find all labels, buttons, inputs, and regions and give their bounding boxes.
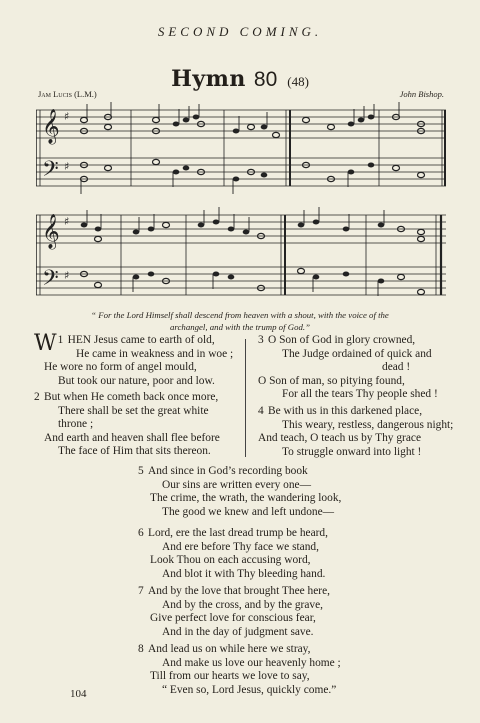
svg-text:𝄢: 𝄢	[42, 266, 59, 296]
verse-line: O Son of man, so pitying found,	[258, 374, 405, 387]
verse-line: Till from our hearts we love to say,	[150, 670, 310, 683]
verse-line: And since in God’s recording book	[148, 465, 308, 477]
verse-number: 8	[138, 643, 144, 655]
svg-text:♯: ♯	[64, 269, 70, 282]
verse-line: For all the tears Thy people shed !	[282, 388, 438, 401]
composer-name: John Bishop.	[399, 89, 444, 99]
verse-line: There shall be set the great white	[58, 404, 209, 417]
verse-number: 3	[258, 334, 264, 346]
verse-line: And by the cross, and by the grave,	[162, 598, 324, 611]
verse-line: Be with us in this darkened place,	[268, 405, 423, 417]
verse-3	[258, 334, 458, 402]
svg-text:♯: ♯	[64, 160, 70, 173]
verse-number: 7	[138, 585, 144, 597]
verse-number: 5	[138, 465, 144, 477]
music-staff-system-2	[36, 205, 446, 305]
verse-number: 2	[34, 391, 40, 403]
verse-line: The good we knew and left undone—	[162, 505, 335, 518]
verse-line: Look Thou on each accusing word,	[150, 554, 311, 567]
verse-2	[34, 391, 244, 459]
verse-7	[138, 585, 398, 639]
verse-line: And in the day of judgment save.	[162, 625, 314, 638]
scripture-quote	[40, 309, 440, 333]
verse-line: But took our nature, poor and low.	[58, 374, 215, 387]
verse-number: 1	[57, 334, 64, 346]
hymn-alt-number: (48)	[287, 74, 309, 89]
verse-line: The face of Him that sits thereon.	[58, 445, 211, 458]
verse-line: HEN Jesus came to earth of old,	[67, 334, 215, 346]
verse-6	[138, 527, 398, 581]
verse-line: And lead us on while here we stray,	[148, 643, 311, 655]
verse-4	[258, 405, 458, 459]
verse-line: Give perfect love for conscious fear,	[150, 612, 316, 625]
running-header: SECOND COMING.	[157, 24, 323, 39]
verse-number: 4	[258, 405, 264, 417]
verse-line: He came in weakness and in woe ;	[76, 347, 234, 360]
verse-line: throne ;	[58, 418, 94, 431]
verse-line: To struggle onward into light !	[282, 445, 422, 458]
verse-line: And by the love that brought Thee here,	[148, 585, 330, 597]
verse-line: Our sins are written every one—	[162, 478, 311, 491]
quote-line-2: archangel, and with the trump of God.”	[170, 322, 310, 332]
svg-text:𝄞: 𝄞	[42, 214, 60, 249]
verse-line: And earth and heaven shall flee before	[44, 431, 220, 444]
verse-line: And make us love our heavenly home ;	[162, 656, 341, 669]
verse-line: He wore no form of angel mould,	[44, 361, 197, 374]
music-system-2	[36, 205, 446, 305]
verse-line: This weary, restless, dangerous night;	[282, 418, 454, 431]
column-divider	[245, 339, 246, 457]
verse-line: But when He cometh back once more,	[44, 391, 219, 403]
music-system-1	[36, 100, 446, 195]
svg-text:𝄢: 𝄢	[42, 157, 59, 187]
verse-line: dead !	[382, 361, 411, 374]
verse-line: The crime, the wrath, the wandering look,	[150, 492, 342, 505]
tune-name: Jam Lucis (L.M.)	[38, 89, 97, 99]
music-staff-system-1	[36, 100, 446, 195]
svg-text:♯: ♯	[64, 215, 70, 228]
quote-line-1: “ For the Lord Himself shall descend from heaven with a shout, with the voice of the	[91, 310, 389, 320]
hymn-label: Hymn	[171, 66, 246, 92]
verse-line: And ere before Thy face we stand,	[162, 540, 319, 553]
hymn-number: 80	[253, 68, 278, 91]
verse-line: And teach, O teach us by Thy grace	[258, 432, 421, 445]
svg-text:♯: ♯	[64, 110, 70, 123]
verse-5	[138, 465, 398, 519]
verse-line: “ Even so, Lord Jesus, quickly come.”	[162, 683, 337, 696]
verse-line: Lord, ere the last dread trump be heard,	[148, 527, 328, 539]
verse-line: And blot it with Thy bleeding hand.	[162, 567, 326, 580]
verse-line: O Son of God in glory crowned,	[268, 334, 416, 346]
verse-line: The Judge ordained of quick and	[282, 347, 432, 360]
verse-8	[138, 643, 398, 697]
page-number: 104	[70, 688, 87, 700]
verse-number: 6	[138, 527, 144, 539]
drop-cap: W	[34, 331, 57, 356]
verse-1	[34, 331, 244, 388]
svg-text:𝄞: 𝄞	[42, 109, 60, 144]
